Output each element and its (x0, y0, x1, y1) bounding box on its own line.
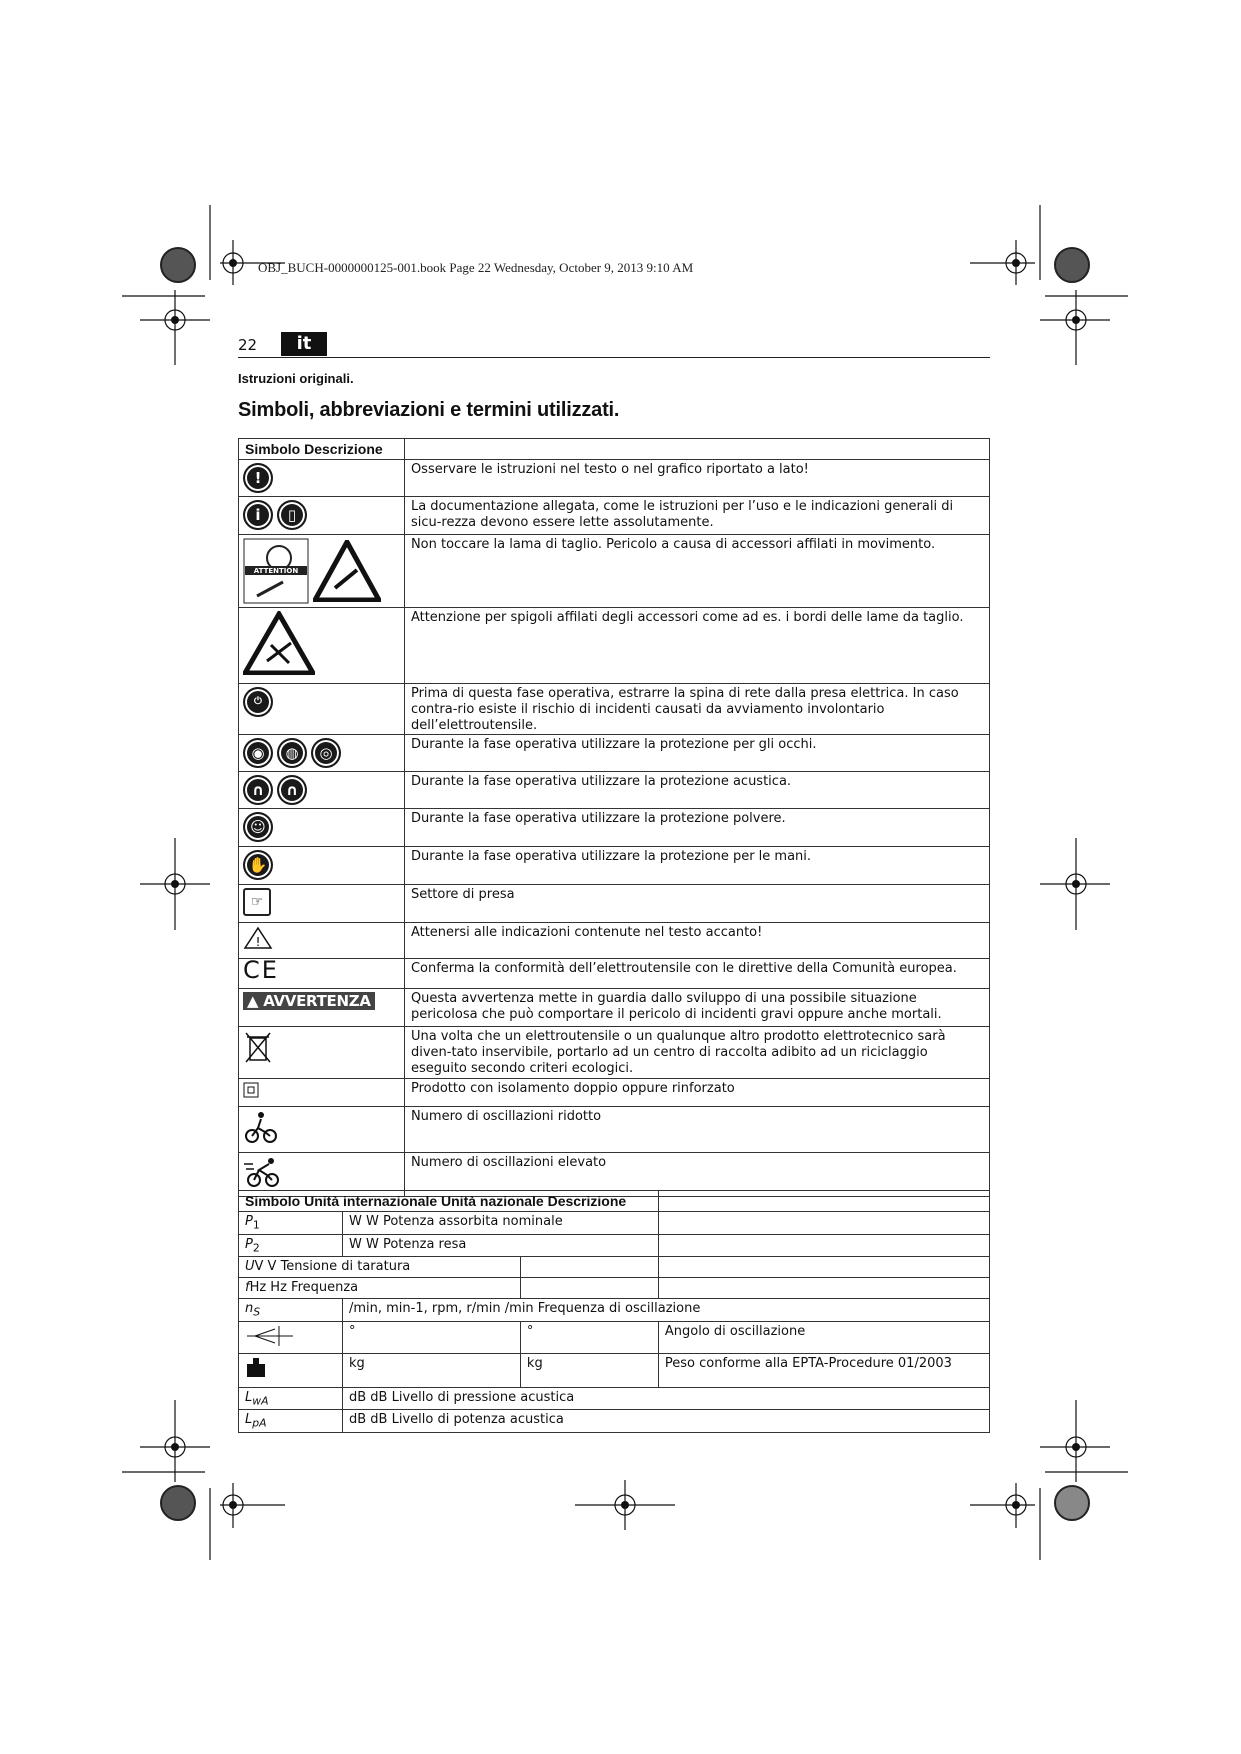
table-row (239, 885, 990, 923)
svg-text:!: ! (255, 935, 261, 949)
symbols-table (238, 438, 990, 1197)
table-row: $P_1$ W W Potenza assorbita nominale (239, 1212, 990, 1235)
table-row (239, 772, 990, 809)
table-row (239, 1027, 990, 1079)
avvertenza-label: AVVERTENZA (263, 992, 371, 1010)
unit-description: dB dB Livello di potenza acustica (342, 1410, 989, 1433)
unit-description: Peso conforme alla EPTA-Procedure 01/2003 (658, 1353, 989, 1387)
unit-description: /min, min-1, rpm, r/min /min Frequenza di oscillazione (342, 1299, 989, 1322)
face-shield-icon: ◍ (277, 738, 307, 768)
unit-description: dB dB Livello di pressione acustica (342, 1387, 989, 1410)
read-manual-icon: i (243, 500, 273, 530)
symbols-table-header: Simbolo Descrizione (239, 439, 405, 460)
row-description: Durante la fase operativa utilizzare la protezione polvere. (404, 809, 989, 847)
avvertenza-badge (243, 992, 375, 1010)
table-row (239, 1278, 990, 1299)
row-description: Numero di oscillazioni ridotto (404, 1107, 989, 1153)
row-description: La documentazione allegata, come le istruzioni per l’uso e le indicazioni generali di sicu-rezza devono essere lette assolutamente. (404, 497, 989, 535)
units-table-header: Simbolo Unità internazionale Unità nazionale Descrizione (239, 1191, 659, 1212)
row-description: Durante la fase operativa utilizzare la protezione per gli occhi. (404, 735, 989, 772)
unit-symbol: P (245, 1214, 253, 1229)
row-description: Osservare le istruzioni nel testo o nel grafico riportato a lato! (404, 460, 989, 497)
unit-symbol: P (245, 1236, 253, 1252)
unplug-icon: ⏻ (243, 687, 273, 717)
subtitle: Istruzioni originali. (238, 371, 354, 386)
table-row: $L_{pA}$ dB dB Livello di potenza acustica (239, 1410, 990, 1433)
unit-description: W W Potenza assorbita nominale (342, 1212, 658, 1235)
table-row (239, 497, 990, 535)
unit-description: Hz Hz Frequenza (249, 1280, 359, 1296)
sharp-edges-warning-icon (313, 540, 381, 602)
book-icon: ▯ (277, 500, 307, 530)
ear-protection-icon: ∩ (243, 775, 273, 805)
table-row (239, 1321, 990, 1353)
row-description: Durante la fase operativa utilizzare la protezione acustica. (404, 772, 989, 809)
table-row (239, 959, 990, 989)
row-description: Attenersi alle indicazioni contenute nel testo accanto! (404, 923, 989, 959)
page-title: Simboli, abbreviazioni e termini utilizzati. (238, 399, 620, 421)
warning-triangle-icon (243, 926, 273, 950)
exclamation-circle-icon: ! (243, 463, 273, 493)
row-description: Una volta che un elettroutensile o un qualunque altro prodotto elettrotecnico sarà diven-tato inservibile, portarlo ad un centro di raccolta adibito ad un riciclaggio eseguito secondo criteri ecologici. (404, 1027, 989, 1079)
unit-symbol: U (245, 1259, 255, 1275)
unit-national: ° (520, 1321, 658, 1353)
gloves-icon: ✋ (243, 850, 273, 880)
unit-description: W W Potenza resa (342, 1234, 658, 1257)
table-row (239, 460, 990, 497)
row-description: Numero di oscillazioni elevato (404, 1153, 989, 1197)
table-row (239, 1079, 990, 1107)
svg-text:ATTENTION: ATTENTION (253, 567, 299, 575)
fast-cyclist-icon (243, 1156, 283, 1188)
table-row (239, 1257, 990, 1278)
row-description: Questa avvertenza mette in guardia dallo sviluppo di una possibile situazione pericolosa che può comportare il pericolo di incidenti gravi oppure anche mortali. (404, 989, 989, 1027)
grip-area-icon: ☞ (243, 888, 271, 916)
unit-symbol: n (245, 1301, 254, 1317)
ce-mark-icon: CE (243, 956, 279, 984)
unit-description: V V Tensione di taratura (254, 1259, 411, 1275)
table-row (239, 923, 990, 959)
page-number: 22 (238, 336, 258, 354)
table-row (239, 535, 990, 608)
table-row (239, 608, 990, 684)
table-row: $L_{wA}$ dB dB Livello di pressione acustica (239, 1387, 990, 1410)
table-row (239, 1353, 990, 1387)
double-insulation-icon (243, 1082, 259, 1098)
unit-intl: kg (342, 1353, 520, 1387)
attention-blade-icon (243, 538, 309, 604)
table-row (239, 847, 990, 885)
weee-bin-icon (243, 1030, 273, 1064)
row-description: Durante la fase operativa utilizzare la protezione per le mani. (404, 847, 989, 885)
goggles-icon: ◎ (311, 738, 341, 768)
eye-protection-icon: ◉ (243, 738, 273, 768)
unit-symbol: L (245, 1412, 253, 1428)
ear-muffs-icon: ∩ (277, 775, 307, 805)
row-description: Non toccare la lama di taglio. Pericolo a causa di accessori affilati in movimento. (404, 535, 989, 608)
row-description: Prima di questa fase operativa, estrarre la spina di rete dalla presa elettrica. In caso contra-rio esiste il rischio di incidenti causati da avviamento involontario dell’elettroutensile. (404, 684, 989, 735)
unit-intl: ° (342, 1321, 520, 1353)
row-description: Attenzione per spigoli affilati degli accessori come ad es. i bordi delle lame da taglio. (404, 608, 989, 684)
unit-symbol: L (245, 1389, 253, 1405)
table-row (239, 735, 990, 772)
unit-description: Angolo di oscillazione (658, 1321, 989, 1353)
print-header: OBJ_BUCH-0000000125-001.book Page 22 Wednesday, October 9, 2013 9:10 AM (258, 260, 694, 275)
table-row (239, 684, 990, 735)
row-description: Settore di presa (404, 885, 989, 923)
table-row (239, 809, 990, 847)
table-header-row (239, 1191, 990, 1212)
table-header-row (239, 439, 990, 460)
oscillation-angle-icon (245, 1324, 295, 1348)
unit-symbol: f (245, 1280, 250, 1296)
row-description: Conferma la conformità dell’elettroutensile con le direttive della Comunità europea. (404, 959, 989, 989)
table-row: $n_S$ /min, min-1, rpm, r/min /min Frequenza di oscillazione (239, 1299, 990, 1322)
units-table (238, 1190, 990, 1433)
table-row (239, 989, 990, 1027)
unit-national: kg (520, 1353, 658, 1387)
table-row: $P_2$ W W Potenza resa (239, 1234, 990, 1257)
sharp-edges-warning-icon (243, 611, 315, 675)
warning-triangle-icon: ▲ (247, 992, 259, 1010)
language-badge: it (281, 332, 327, 356)
weight-icon (245, 1356, 267, 1378)
dust-mask-icon: ☺ (243, 812, 273, 842)
row-description: Prodotto con isolamento doppio oppure rinforzato (404, 1079, 989, 1107)
header-rule (238, 357, 990, 358)
table-row (239, 1107, 990, 1153)
slow-cyclist-icon (243, 1110, 279, 1144)
